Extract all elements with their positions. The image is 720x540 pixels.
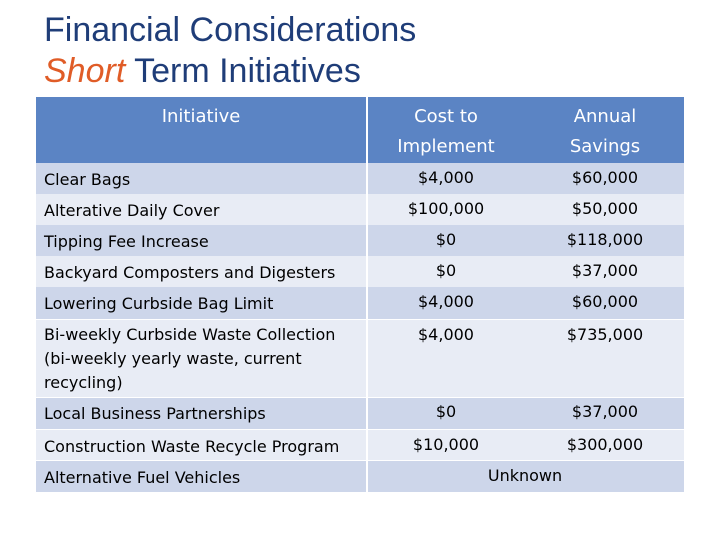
row-savings: $60,000 xyxy=(571,292,639,311)
row-cost: $0 xyxy=(435,261,457,280)
table-row xyxy=(36,398,684,430)
row-initiative: Backyard Composters and Digesters xyxy=(44,263,336,282)
row-initiative: Local Business Partnerships xyxy=(44,404,266,423)
row-cost: $100,000 xyxy=(407,199,485,218)
row-savings: $60,000 xyxy=(571,168,639,187)
row-initiative: Lowering Curbside Bag Limit xyxy=(44,294,274,313)
table-row xyxy=(36,256,684,287)
row-cost: $4,000 xyxy=(418,325,474,344)
header-cost-line2: Implement xyxy=(397,136,495,157)
table-row xyxy=(36,320,684,398)
header-cost-line1: Cost to xyxy=(414,106,478,127)
row-cost: $4,000 xyxy=(418,292,474,311)
slide-title xyxy=(44,10,704,92)
row-cost: $0 xyxy=(435,402,457,421)
row-initiative-line3: recycling) xyxy=(44,373,123,392)
title-line-2 xyxy=(44,51,704,92)
row-cost: $10,000 xyxy=(412,435,480,454)
header-savings-line1: Annual xyxy=(573,106,637,127)
table-row xyxy=(36,194,684,225)
table-row xyxy=(36,163,684,194)
header-savings xyxy=(526,102,684,168)
row-cost: $4,000 xyxy=(418,168,474,187)
table-header xyxy=(36,97,684,163)
row-unknown-value: Unknown xyxy=(487,466,563,485)
row-savings: $735,000 xyxy=(566,325,644,344)
header-cost xyxy=(366,102,526,168)
row-initiative: Construction Waste Recycle Program xyxy=(44,437,340,456)
table-row xyxy=(36,225,684,256)
row-initiative xyxy=(44,323,362,395)
row-initiative: Alterative Daily Cover xyxy=(44,201,220,220)
row-initiative: Tipping Fee Increase xyxy=(44,232,209,251)
header-initiative: Initiative xyxy=(161,106,241,127)
title-rest: Term Initiatives xyxy=(125,52,361,90)
row-cost: $0 xyxy=(435,230,457,249)
table-row xyxy=(36,287,684,320)
title-accent: Short xyxy=(44,52,126,90)
row-initiative: Alternative Fuel Vehicles xyxy=(44,468,241,487)
row-savings: $300,000 xyxy=(566,435,644,454)
table-row xyxy=(36,461,684,492)
row-initiative-line2: (bi-weekly yearly waste, current xyxy=(44,349,302,368)
row-savings: $37,000 xyxy=(571,261,639,280)
row-savings: $37,000 xyxy=(571,402,639,421)
row-savings: $118,000 xyxy=(566,230,644,249)
title-line-1: Financial Considerations xyxy=(44,11,417,49)
row-initiative: Clear Bags xyxy=(44,170,131,189)
row-initiative-line1: Bi-weekly Curbside Waste Collection xyxy=(44,325,336,344)
row-savings: $50,000 xyxy=(571,199,639,218)
column-divider xyxy=(366,97,368,517)
table-row xyxy=(36,430,684,461)
header-savings-line2: Savings xyxy=(569,136,641,157)
